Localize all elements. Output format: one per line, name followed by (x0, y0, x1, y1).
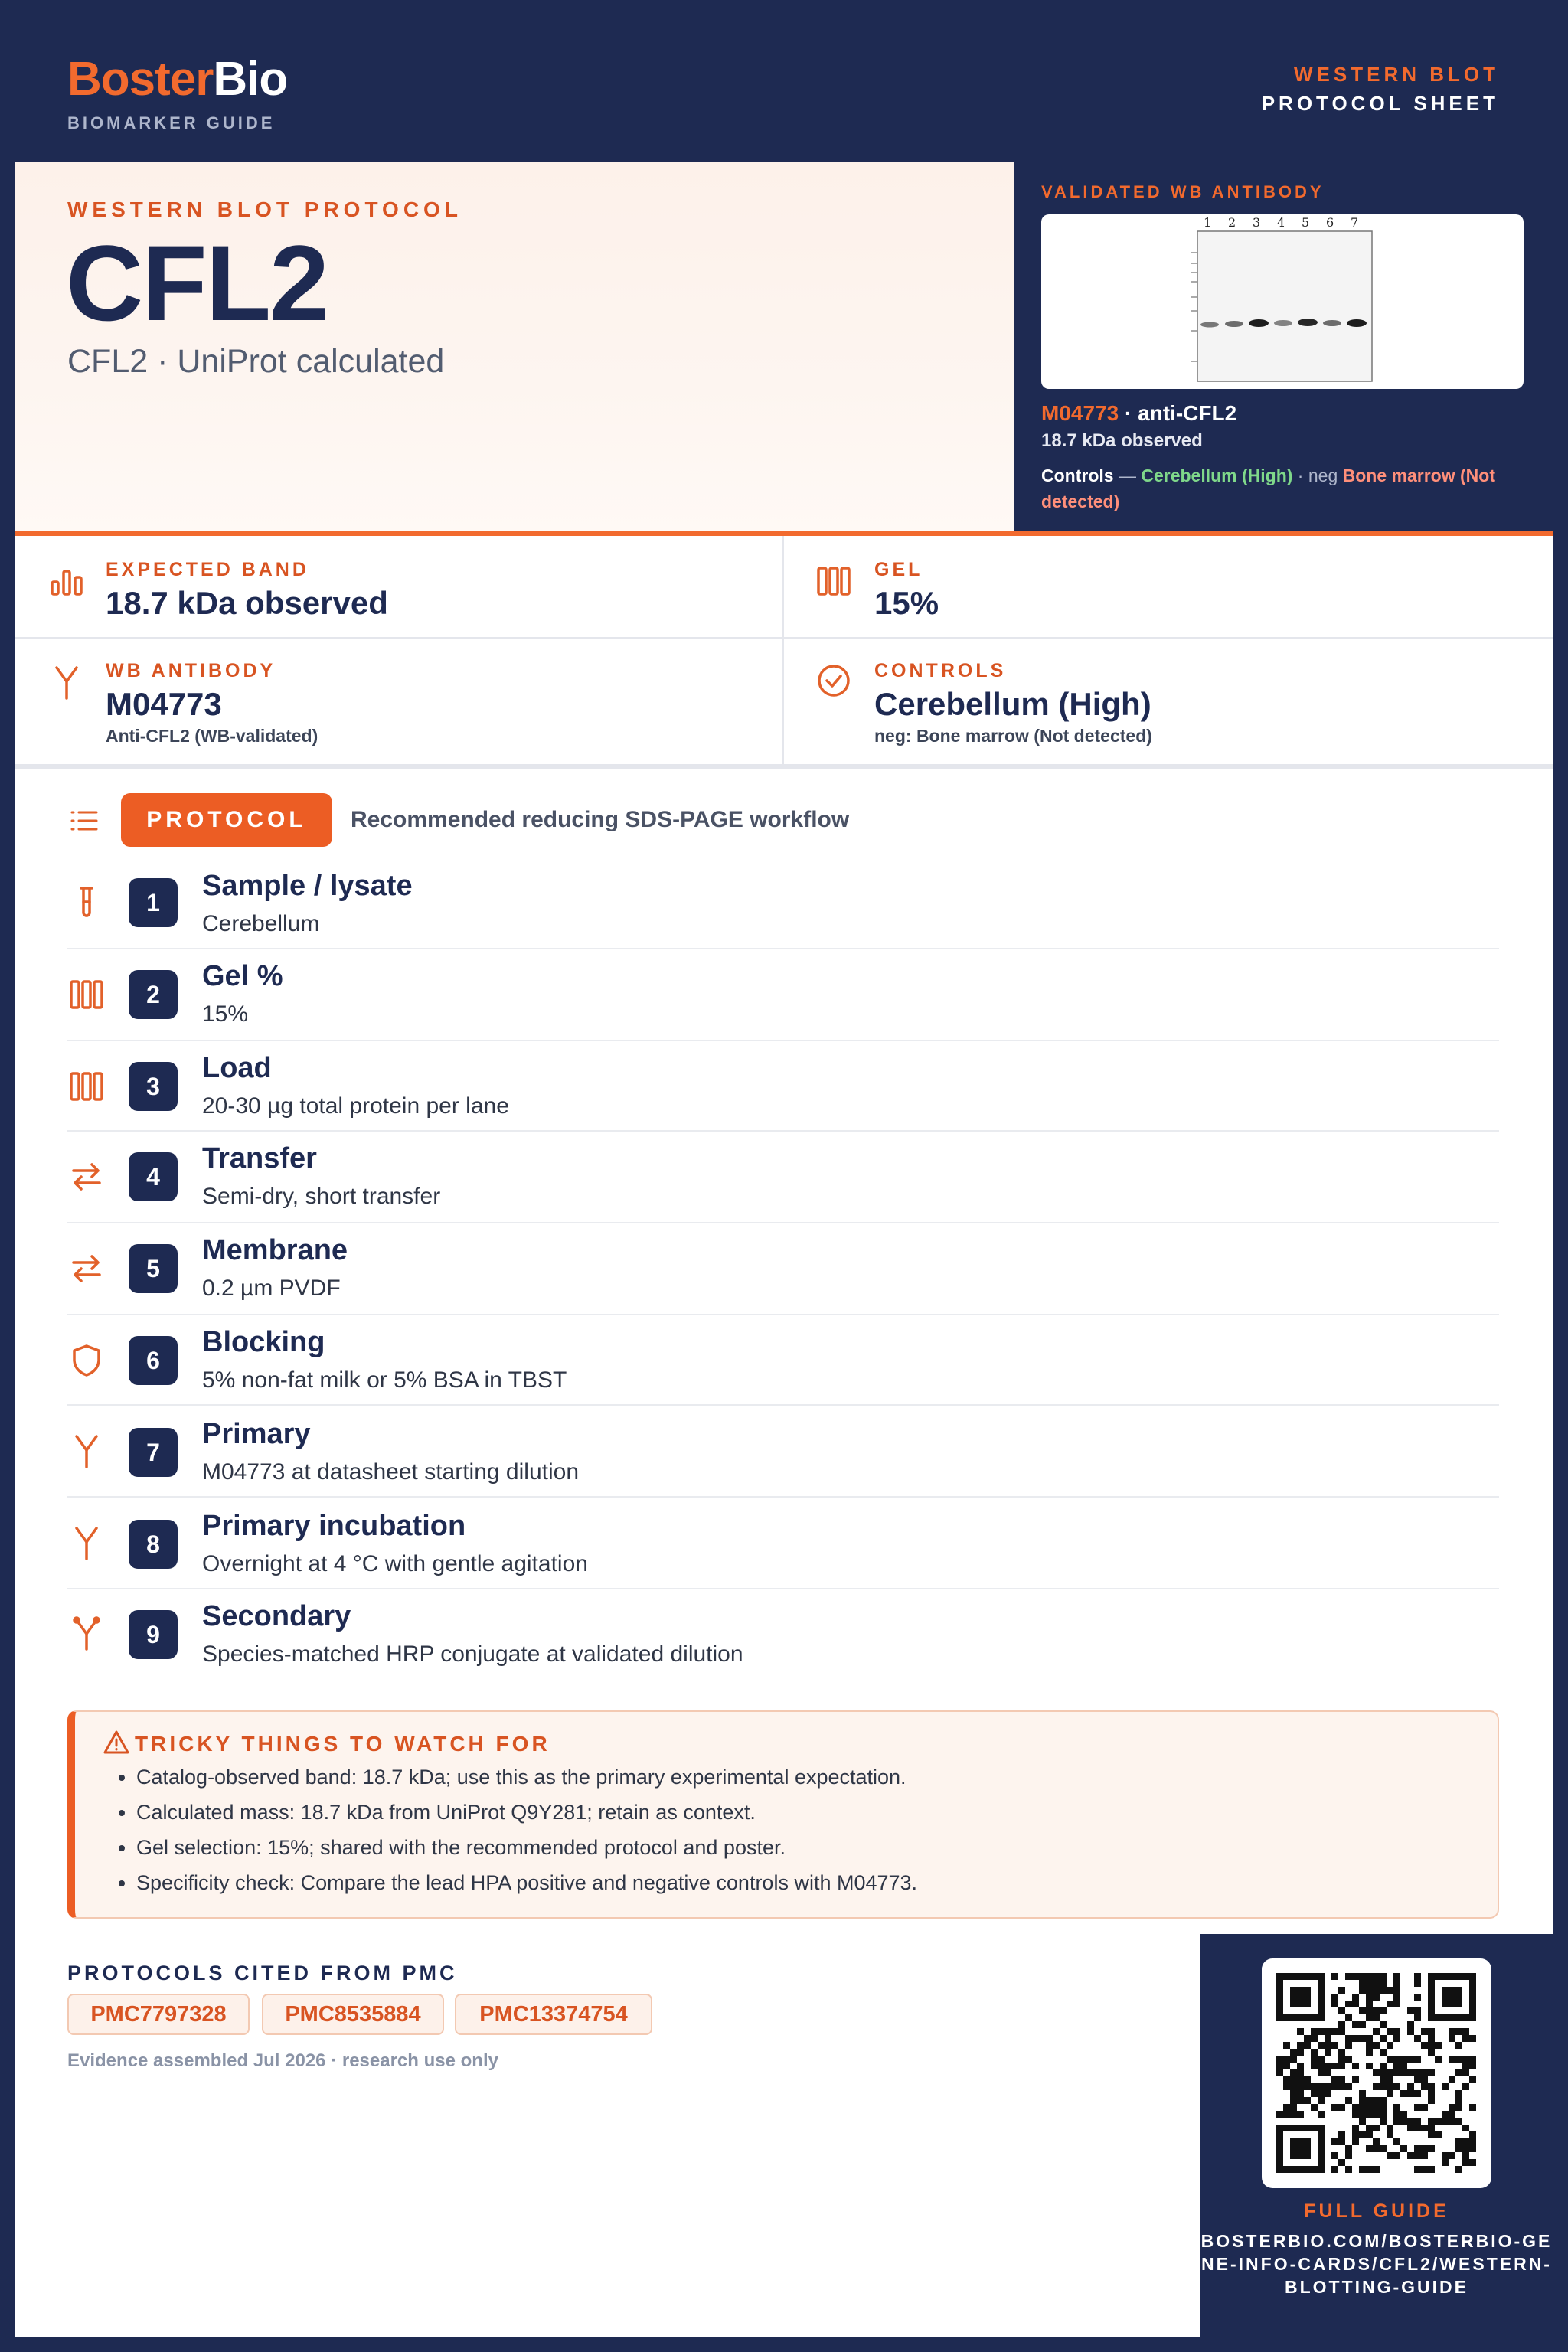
lane-number: 1 (1204, 215, 1212, 230)
step-number: 1 (129, 878, 178, 927)
gel-lanes-icon (816, 564, 851, 599)
brand-subtitle: BIOMARKER GUIDE (67, 113, 276, 132)
shield-icon (69, 1343, 104, 1378)
fact-gel-value: 15% (874, 585, 939, 621)
tricky-title: TRICKY THINGS TO WATCH FOR (135, 1732, 550, 1756)
step-description: Overnight at 4 °C with gentle agitation (202, 1551, 588, 1576)
step-description: M04773 at datasheet starting dilution (202, 1459, 579, 1485)
full-guide-label: FULL GUIDE (1304, 2200, 1449, 2222)
gel-lanes-icon (69, 1069, 104, 1104)
controls-summary: Controls — Cerebellum (High) · neg Bone marrow (Not detected) (1041, 466, 1495, 511)
header-doc-type: WESTERN BLOT (1294, 63, 1499, 86)
footer-note: Evidence assembled Jul 2026 · research use only (67, 2050, 498, 2071)
secondary-antibody-icon (69, 1615, 104, 1651)
transfer-arrows-icon (69, 1251, 104, 1286)
citation-chip[interactable]: PMC13374754 (455, 1994, 652, 2035)
page-title: CFL2 (66, 223, 328, 343)
step-title: Transfer (202, 1142, 317, 1174)
hero-subtitle: CFL2 · UniProt calculated (67, 343, 445, 380)
step-number: 2 (129, 970, 178, 1019)
step-title: Gel % (202, 960, 283, 992)
marker-ticks (1191, 253, 1197, 361)
list-item: • Specificity check: Compare the lead HPA positive and negative controls with M04773. (136, 1865, 917, 1900)
step-number: 4 (129, 1152, 178, 1201)
qr-code[interactable] (1262, 1958, 1491, 2188)
antibody-catalog: M04773 (1041, 401, 1119, 425)
validated-antibody-label: VALIDATED WB ANTIBODY (1041, 182, 1325, 201)
step-description: 20-30 µg total protein per lane (202, 1093, 509, 1119)
step-title: Primary (202, 1418, 311, 1450)
divider (15, 637, 1553, 639)
western-blot-image (1041, 214, 1524, 389)
blot-lane-numbers (1204, 215, 1358, 230)
step-number: 6 (129, 1336, 178, 1385)
positive-control: Cerebellum (High) (1141, 466, 1293, 485)
step-description: Cerebellum (202, 911, 320, 936)
lane-number: 5 (1302, 215, 1310, 230)
bar-chart-icon (49, 564, 84, 599)
header-doc-kind: PROTOCOL SHEET (1261, 92, 1499, 115)
brand-logo: BosterBio (67, 53, 288, 106)
antibody-name: · anti-CFL2 (1119, 401, 1237, 425)
transfer-arrows-icon (69, 1159, 104, 1194)
step-number: 5 (129, 1244, 178, 1293)
step-title: Primary incubation (202, 1510, 466, 1542)
step-title: Sample / lysate (202, 870, 413, 902)
list-item: • Catalog-observed band: 18.7 kDa; use this as the primary experimental expectation. (136, 1759, 917, 1795)
fact-controls-label: CONTROLS (874, 660, 1007, 681)
divider (67, 1404, 1499, 1406)
list-item: • Gel selection: 15%; shared with the recommended protocol and poster. (136, 1830, 917, 1865)
step-title: Secondary (202, 1600, 351, 1632)
fact-controls-value: Cerebellum (High) (874, 686, 1152, 722)
divider (67, 1314, 1499, 1315)
divider (782, 536, 784, 766)
lane-number: 7 (1351, 215, 1359, 230)
citation-chip[interactable]: PMC8535884 (262, 1994, 444, 2035)
list-item: • Calculated mass: 18.7 kDa from UniProt Q9Y281; retain as context. (136, 1795, 917, 1830)
hero-kicker: WESTERN BLOT PROTOCOL (67, 198, 462, 221)
fact-antibody-sub: Anti-CFL2 (WB-validated) (106, 726, 318, 746)
blot-membrane (1197, 231, 1372, 381)
divider (67, 1496, 1499, 1498)
step-description: 0.2 µm PVDF (202, 1276, 341, 1301)
lane-number: 2 (1228, 215, 1236, 230)
fact-gel-label: GEL (874, 559, 923, 580)
citations-heading: PROTOCOLS CITED FROM PMC (67, 1962, 458, 1984)
lane-number: 3 (1253, 215, 1261, 230)
lane-number: 4 (1277, 215, 1285, 230)
fact-antibody-value: M04773 (106, 686, 222, 722)
step-description: 15% (202, 1001, 249, 1027)
citation-chip[interactable]: PMC7797328 (67, 1994, 250, 2035)
step-title: Load (202, 1052, 272, 1084)
antibody-icon (69, 1525, 104, 1560)
step-title: Membrane (202, 1234, 348, 1266)
warning-icon (103, 1729, 130, 1756)
divider (67, 1040, 1499, 1041)
step-number: 7 (129, 1428, 178, 1477)
antibody-observed-mass: 18.7 kDa observed (1041, 430, 1203, 451)
divider (67, 1130, 1499, 1132)
full-guide-link[interactable]: BOSTERBIO.COM/BOSTERBIO-GENE-INFO-CARDS/CFL2/WESTERN-BLOTTING-GUIDE (1200, 2231, 1553, 2297)
check-circle-icon (816, 663, 851, 698)
step-number: 3 (129, 1062, 178, 1111)
protocol-subtitle: Recommended reducing SDS-PAGE workflow (351, 807, 850, 832)
fact-antibody-label: WB ANTIBODY (106, 660, 276, 681)
negative-control: Bone marrow (Not detected) (1041, 466, 1495, 511)
step-description: 5% non-fat milk or 5% BSA in TBST (202, 1367, 567, 1393)
divider (67, 948, 1499, 949)
divider (67, 1222, 1499, 1223)
tube-icon (69, 885, 104, 920)
tricky-list (104, 1759, 917, 1900)
antibody-icon (49, 665, 84, 700)
step-description: Semi-dry, short transfer (202, 1184, 441, 1209)
divider (67, 1588, 1499, 1589)
list-icon (69, 805, 100, 836)
antibody-icon (69, 1433, 104, 1468)
step-description: Species-matched HRP conjugate at validated dilution (202, 1642, 743, 1667)
step-number: 9 (129, 1610, 178, 1659)
fact-band-label: EXPECTED BAND (106, 559, 309, 580)
fact-band-value: 18.7 kDa observed (106, 585, 388, 621)
fact-controls-sub: neg: Bone marrow (Not detected) (874, 726, 1152, 746)
antibody-catalog-line (1041, 401, 1236, 426)
lane-number: 6 (1326, 215, 1334, 230)
protocol-badge: PROTOCOL (121, 793, 332, 847)
step-number: 8 (129, 1520, 178, 1569)
gel-lanes-icon (69, 977, 104, 1012)
step-title: Blocking (202, 1326, 325, 1358)
